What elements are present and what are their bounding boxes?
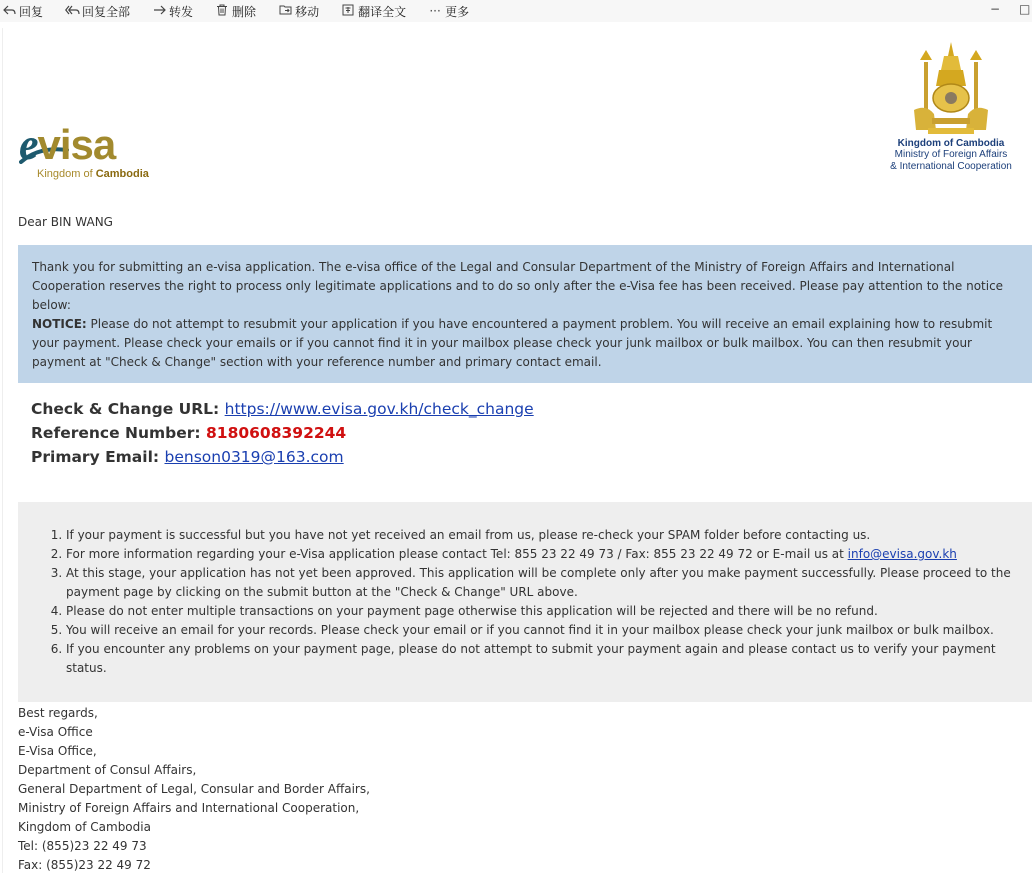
reference-number-row (31, 421, 534, 445)
signature-line: Fax: (855)23 22 49 72 (18, 858, 151, 872)
notice-label: NOTICE: (32, 317, 87, 331)
mail-toolbar (0, 0, 1032, 22)
signature-line: E-Visa Office, (18, 744, 97, 758)
ministry-line-2: & International Cooperation (890, 161, 1012, 172)
reply-all-button[interactable] (65, 3, 130, 20)
check-change-row (31, 397, 534, 421)
forward-button[interactable] (152, 3, 193, 20)
reply-label: 回复 (19, 4, 44, 19)
reply-icon (2, 4, 16, 19)
reply-button[interactable] (2, 3, 43, 20)
notice-intro: Thank you for submitting an e-visa application. The e-visa office of the Legal and Consular Department of the Ministry of Foreign Affairs and International Cooperation reserves the right to process only legitimate applications and to do so only after the e-Visa fee has been received. Please pay attention to the notice below: (32, 260, 1004, 312)
maximize-button[interactable]: □ (1019, 2, 1031, 16)
more-label: 更多 (445, 4, 470, 19)
reply-all-label: 回复全部 (82, 4, 131, 19)
translate-label: 翻译全文 (358, 4, 407, 19)
evisa-logo (19, 120, 179, 184)
more-button[interactable] (428, 3, 469, 20)
move-label: 移动 (295, 4, 320, 19)
ministry-line-1: Ministry of Foreign Affairs (894, 149, 1008, 160)
ministry-block (876, 40, 1026, 173)
signature-line: e-Visa Office (18, 725, 93, 739)
signature-line: Tel: (855)23 22 49 73 (18, 839, 147, 853)
forward-icon (152, 4, 166, 19)
royal-emblem-icon (906, 40, 996, 136)
move-button[interactable] (278, 3, 319, 20)
logo-subtitle-prefix: Kingdom of (37, 168, 96, 180)
trash-icon (215, 4, 229, 19)
info-email-link[interactable]: info@evisa.gov.kh (847, 547, 957, 561)
notice-paragraph (32, 315, 1019, 372)
more-dots-icon: ··· (429, 4, 441, 18)
reference-number-label: Reference Number: (31, 424, 206, 442)
logo-wordmark (19, 120, 116, 169)
logo-subtitle-bold: Cambodia (95, 168, 149, 180)
forward-label: 转发 (169, 4, 194, 19)
reply-all-icon (65, 4, 79, 19)
email-body (2, 28, 1032, 873)
list-item (66, 545, 1019, 564)
check-change-label: Check & Change URL: (31, 400, 225, 418)
instructions-box (18, 502, 1032, 702)
signature-line: General Department of Legal, Consular and Border Affairs, (18, 782, 370, 796)
primary-email-row (31, 445, 534, 469)
delete-button[interactable] (215, 3, 256, 20)
logo-visa: visa (37, 121, 116, 168)
list-item: 4. Please do not enter multiple transactions on your payment page otherwise this application will be rejected and there will be no refund. (66, 602, 1019, 621)
reference-number-value: 8180608392244 (206, 424, 347, 442)
primary-email-link[interactable]: benson0319@163.com (164, 448, 344, 466)
minimize-button[interactable]: − (990, 2, 1001, 16)
logo-e: e (19, 120, 38, 169)
signature-line: Ministry of Foreign Affairs and International Cooperation, (18, 801, 360, 815)
primary-email-label: Primary Email: (31, 448, 165, 466)
logo-subtitle (37, 168, 149, 180)
notice-text: Please do not attempt to resubmit your application if you have encountered a payment problem. You will receive an email explaining how to resubmit your payment. Please check your emails or if you cannot find it in your mailbox please check your junk mailbox or bulk mailbox. You can then resubmit your payment at "Check & Change" section with your reference number and primary contact email. (32, 317, 993, 369)
signature-line: Kingdom of Cambodia (18, 820, 151, 834)
kingdom-title: Kingdom of Cambodia (897, 138, 1005, 149)
list-item: 5. You will receive an email for your records. Please check your email or if you cannot find it in your mailbox please check your junk mailbox or bulk mailbox. (66, 621, 1019, 640)
move-folder-icon (278, 4, 292, 19)
signature-line: Best regards, (18, 706, 98, 720)
list-item-text: For more information regarding your e-Visa application please contact Tel: 855 23 22 49 73 / Fax: 855 23 22 49 72 or E-mail us at (66, 547, 848, 561)
greeting: Dear BIN WANG (18, 215, 113, 229)
list-item: 6. If you encounter any problems on your payment page, please do not attempt to submit your payment again and please contact us to verify your payment status. (66, 640, 1019, 678)
delete-label: 删除 (232, 4, 257, 19)
list-item: 3. At this stage, your application has not yet been approved. This application will be complete only after you make payment successfully. Please proceed to the payment page by clicking on the submit button at the "Check & Change" URL above. (66, 564, 1019, 602)
translate-icon (341, 4, 355, 19)
instructions-list (18, 526, 1019, 678)
notice-box (18, 245, 1032, 383)
check-change-link[interactable]: https://www.evisa.gov.kh/check_change (224, 400, 534, 418)
signature-line: Department of Consul Affairs, (18, 763, 197, 777)
translate-button[interactable] (341, 3, 406, 20)
list-item: 1. If your payment is successful but you have not yet received an email from us, please re-check your SPAM folder before contacting us. (66, 526, 1019, 545)
signature (18, 704, 370, 873)
reference-block (31, 397, 534, 469)
